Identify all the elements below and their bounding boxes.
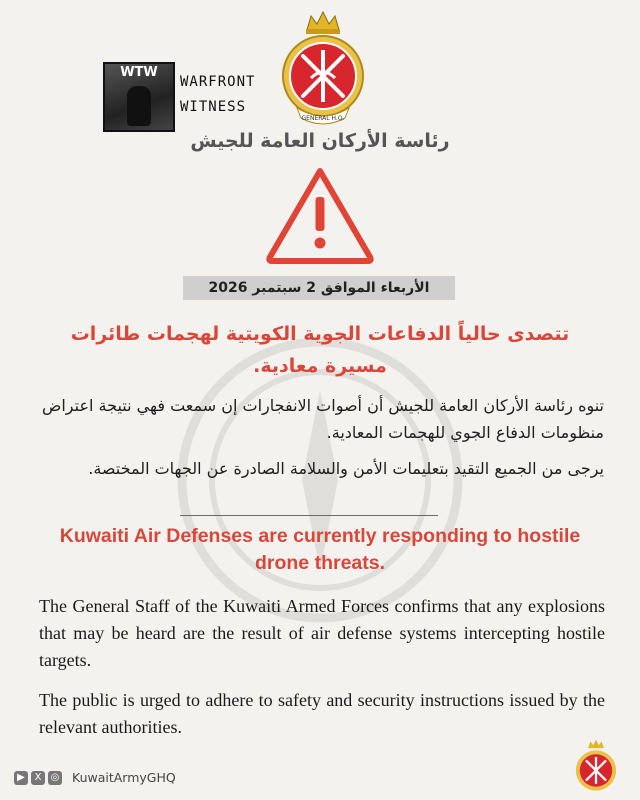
emblem-ribbon-text: GENERAL H.Q. xyxy=(301,115,345,122)
brand-line-2: WITNESS xyxy=(180,99,247,115)
social-handle[interactable]: KuwaitArmyGHQ xyxy=(72,770,176,785)
kuwait-army-emblem xyxy=(272,8,374,128)
divider xyxy=(180,515,438,516)
brand-line-1: WARFRONT xyxy=(180,74,256,90)
english-paragraph-2: The public is urged to adhere to safety and security instructions issued by the relevant authorities. xyxy=(39,690,605,737)
footer-emblem xyxy=(568,738,624,794)
brand-name xyxy=(180,70,255,120)
warfront-witness-logo xyxy=(103,62,175,132)
warning-icon xyxy=(264,165,376,265)
arabic-headline: تتصدى حالياً الدفاعات الجوية الكويتية لهجمات طائرات مسيرة معادية. xyxy=(70,323,570,377)
instagram-icon[interactable]: ◎ xyxy=(48,771,62,785)
logo-text: WTW xyxy=(120,65,158,80)
date-label: الأربعاء الموافق 2 سبتمبر 2026 xyxy=(183,276,455,300)
english-paragraph-1: The General Staff of the Kuwaiti Armed Forces confirms that any explosions that may be heard are the result of air defense systems intercepting hostile targets. xyxy=(39,596,605,670)
youtube-icon[interactable]: ▶ xyxy=(14,771,28,785)
x-icon[interactable]: X xyxy=(31,771,45,785)
social-icons xyxy=(14,771,62,787)
arabic-paragraph-1: تنوه رئاسة الأركان العامة للجيش أن أصوات الانفجارات إن سمعت فهي نتيجة اعتراض منظومات الدفاع الجوي للهجمات المعادية. xyxy=(42,396,604,442)
arabic-paragraph-2: يرجى من الجميع التقيد بتعليمات الأمن والسلامة الصادرة عن الجهات المختصة. xyxy=(88,459,604,478)
english-headline: Kuwaiti Air Defenses are currently responding to hostile drone threats. xyxy=(59,525,581,574)
soldier-silhouette-icon xyxy=(127,86,151,126)
hq-title: رئاسة الأركان العامة للجيش xyxy=(190,130,450,152)
